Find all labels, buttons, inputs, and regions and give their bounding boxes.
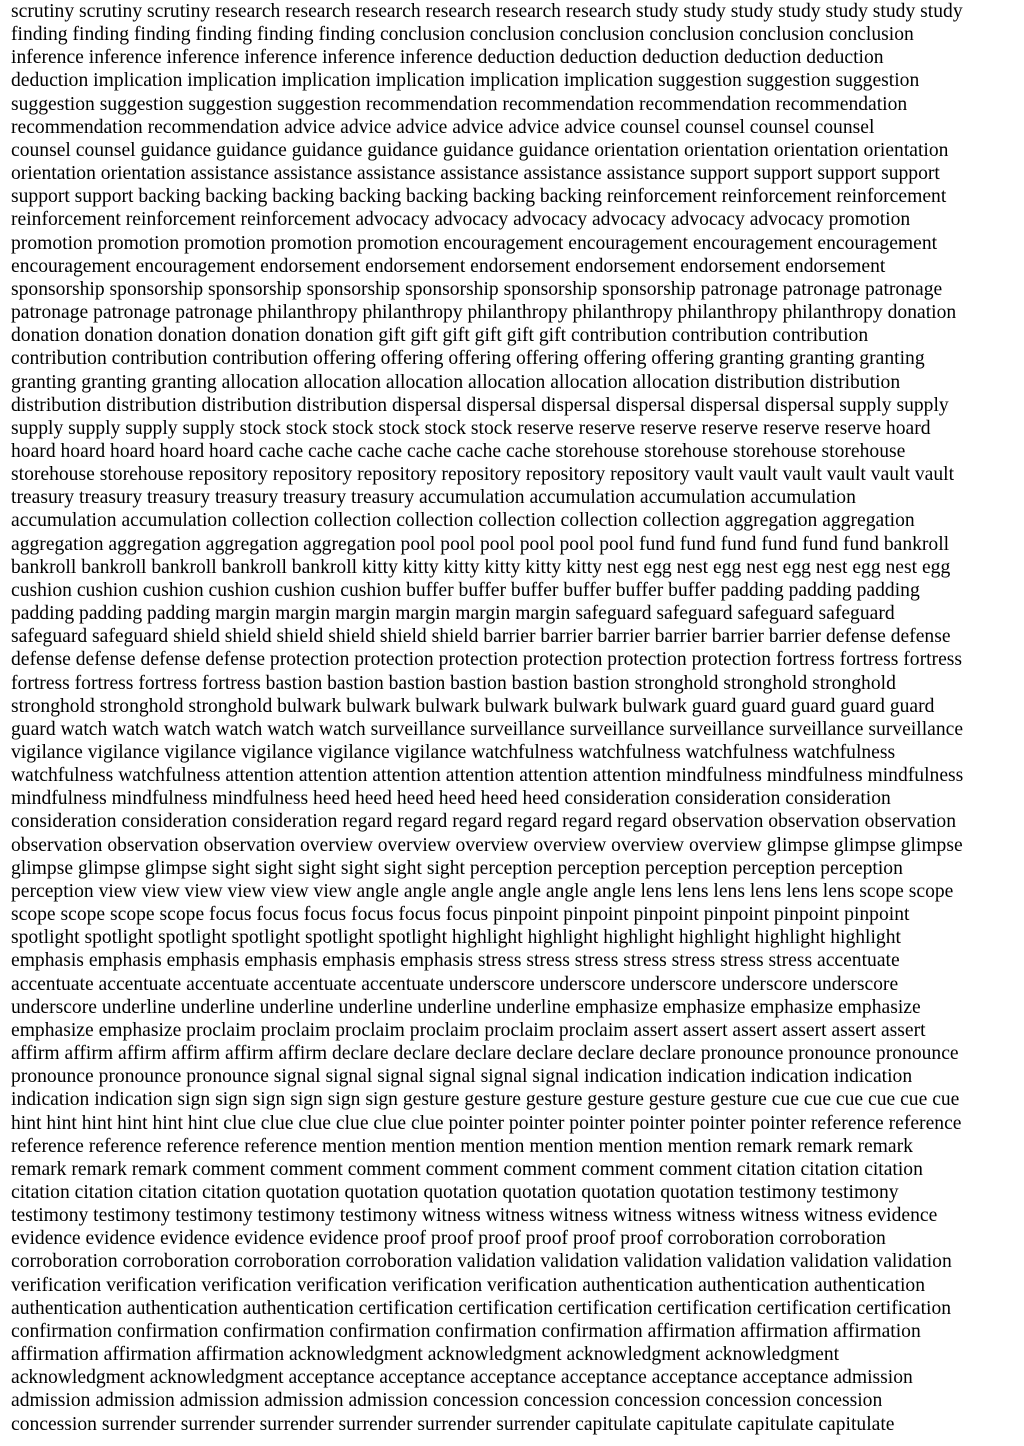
text-line: support support backing backing backing backing backing backing backing reinforcement reinforcement reinforcement [11,186,947,208]
body-text [11,0,1014,1436]
text-line: aggregation aggregation aggregation aggregation pool pool pool pool pool pool fund fund fund fund fund fund bankroll [11,533,950,555]
text-line: affirm affirm affirm affirm affirm affirm declare declare declare declare declare declare pronounce pronounce pronounce [11,1043,959,1065]
text-line: padding padding padding margin margin margin margin margin margin safeguard safeguard safeguard safeguard [11,603,895,625]
text-line: cushion cushion cushion cushion cushion cushion buffer buffer buffer buffer buffer buffer padding padding padding [11,579,920,601]
text-line: safeguard safeguard shield shield shield shield shield shield barrier barrier barrier barrier barrier barrier defense defense [11,626,951,648]
text-line: hint hint hint hint hint hint clue clue clue clue clue clue pointer pointer pointer pointer pointer pointer reference reference [11,1112,962,1134]
text-line: scope scope scope scope focus focus focus focus focus focus pinpoint pinpoint pinpoint pinpoint pinpoint pinpoint [11,904,910,926]
text-line: underscore underline underline underline underline underline underline emphasize emphasize emphasize emphasize [11,996,921,1018]
text-line: observation observation observation overview overview overview overview overview overview glimpse glimpse glimpse [11,834,963,856]
text-line: pronounce pronounce pronounce signal signal signal signal signal signal indication indication indication indication [11,1066,913,1088]
text-line: indication indication sign sign sign sign sign sign gesture gesture gesture gesture gesture gesture cue cue cue cue cue cue [11,1089,960,1111]
text-line: inference inference inference inference inference inference deduction deduction deduction deduction deduction [11,47,884,69]
text-line: granting granting granting allocation allocation allocation allocation allocation allocation distribution distribution [11,371,901,393]
text-line: scrutiny scrutiny scrutiny research research research research research research study study study study study study study [11,1,963,22]
text-line: donation donation donation donation donation gift gift gift gift gift gift contribution contribution contribution [11,325,869,347]
text-line: bankroll bankroll bankroll bankroll bankroll kitty kitty kitty kitty kitty kitty nest egg nest egg nest egg nest egg nest egg [11,556,951,578]
text-line: distribution distribution distribution distribution dispersal dispersal dispersal dispersal dispersal dispersal supply supply [11,394,949,416]
text-line: emphasis emphasis emphasis emphasis emphasis emphasis stress stress stress stress stress stress stress accentuate [11,950,900,972]
text-line: verification verification verification verification verification verification authentication authentication authentication [11,1274,925,1296]
text-line: stronghold stronghold stronghold bulwark bulwark bulwark bulwark bulwark bulwark guard guard guard guard guard [11,695,935,717]
text-line: finding finding finding finding finding finding conclusion conclusion conclusion conclusion conclusion conclusion [11,24,914,46]
text-line: reinforcement reinforcement reinforcement advocacy advocacy advocacy advocacy advocacy advocacy promotion [11,209,911,231]
text-line: affirmation affirmation affirmation acknowledgment acknowledgment acknowledgment acknowledgment [11,1344,840,1366]
text-line: accumulation accumulation collection collection collection collection collection collection aggregation aggregation [11,510,915,532]
text-line: citation citation citation citation quotation quotation quotation quotation quotation quotation testimony testimony [11,1181,899,1203]
text-line: confirmation confirmation confirmation confirmation confirmation confirmation affirmation affirmation affirmation [11,1320,921,1342]
text-line: recommendation recommendation advice advice advice advice advice advice counsel counsel counsel counsel [11,116,875,138]
text-line: consideration consideration consideration regard regard regard regard regard regard observation observation observation [11,811,957,833]
text-line: defense defense defense defense protection protection protection protection protection protection fortress fortress fortress [11,649,963,671]
text-line: sponsorship sponsorship sponsorship sponsorship sponsorship sponsorship sponsorship patronage patronage patronage [11,278,943,300]
text-line: vigilance vigilance vigilance vigilance vigilance vigilance watchfulness watchfulness watchfulness watchfulness [11,742,896,763]
text-line: mindfulness mindfulness mindfulness heed heed heed heed heed heed consideration consideration consideration [11,788,891,810]
text-line: glimpse glimpse glimpse sight sight sight sight sight sight perception perception perception perception perception [11,857,903,879]
text-line: fortress fortress fortress fortress bastion bastion bastion bastion bastion bastion stronghold stronghold stronghold [11,672,896,694]
text-line: deduction implication implication implication implication implication implication suggestion suggestion suggestion [11,70,920,92]
text-line: encouragement encouragement endorsement endorsement endorsement endorsement endorsement endorsement [11,255,886,277]
text-line: remark remark remark comment comment comment comment comment comment comment citation citation citation [11,1158,923,1180]
text-line: emphasize emphasize proclaim proclaim proclaim proclaim proclaim proclaim assert assert assert assert assert assert [11,1019,926,1041]
text-line: reference reference reference reference mention mention mention mention mention mention remark remark remark [11,1135,913,1157]
text-line: storehouse storehouse repository repository repository repository repository repository vault vault vault vault vault vault [11,464,955,486]
text-line: acknowledgment acknowledgment acceptance acceptance acceptance acceptance acceptance acceptance admission [11,1367,913,1389]
text-line: counsel counsel guidance guidance guidance guidance guidance guidance orientation orientation orientation orientation [11,139,949,161]
text-line: corroboration corroboration corroboration corroboration validation validation validation validation validation validation [11,1251,952,1273]
text-line: watchfulness watchfulness attention attention attention attention attention attention mindfulness mindfulness mindfulness [11,765,964,787]
text-line: perception view view view view view view angle angle angle angle angle angle lens lens lens lens lens lens scope scope [11,880,954,902]
text-line: supply supply supply supply stock stock stock stock stock stock reserve reserve reserve reserve reserve reserve hoard [11,417,931,439]
text-line: contribution contribution contribution offering offering offering offering offering offering granting granting granting [11,348,925,370]
text-line: testimony testimony testimony testimony testimony witness witness witness witness witness witness witness evidence [11,1205,938,1227]
text-line: suggestion suggestion suggestion suggestion recommendation recommendation recommendation recommendation [11,93,908,115]
text-line: promotion promotion promotion promotion promotion encouragement encouragement encouragement encouragement [11,232,938,254]
text-line: evidence evidence evidence evidence evidence proof proof proof proof proof proof corroboration corroboration [11,1228,886,1250]
text-line: patronage patronage patronage philanthropy philanthropy philanthropy philanthropy philanthropy philanthropy donation [11,302,957,324]
text-line: concession surrender surrender surrender surrender surrender surrender capitulate capitulate capitulate capitulate [11,1413,895,1435]
text-line: spotlight spotlight spotlight spotlight spotlight spotlight highlight highlight highlight highlight highlight highlight [11,927,901,949]
text-line: authentication authentication authentication certification certification certification certification certification certification [11,1297,952,1319]
text-line: guard watch watch watch watch watch watch surveillance surveillance surveillance surveillance surveillance surveillance [11,718,964,740]
text-line: hoard hoard hoard hoard hoard cache cache cache cache cache cache storehouse storehouse storehouse storehouse [11,440,906,462]
text-line: admission admission admission admission admission concession concession concession concession concession [11,1390,883,1412]
text-line: accentuate accentuate accentuate accentuate accentuate underscore underscore underscore underscore underscore [11,973,899,995]
text-line: treasury treasury treasury treasury treasury treasury accumulation accumulation accumulation accumulation [11,487,856,509]
text-line: orientation orientation assistance assistance assistance assistance assistance assistance support support support support [11,163,940,185]
